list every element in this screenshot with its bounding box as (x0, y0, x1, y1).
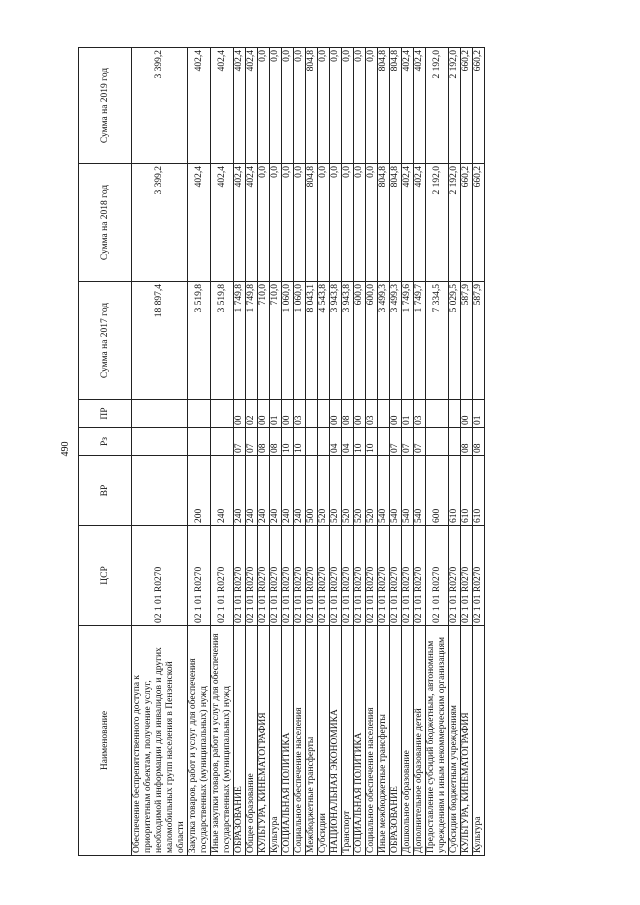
cell-vr: 540 (414, 456, 426, 526)
cell-csr: 02 1 01 R0270 (473, 526, 485, 626)
cell-sum-2017: 3 943,8 (330, 282, 342, 400)
cell-sum-2017: 3 499,3 (390, 282, 402, 400)
cell-vr: 240 (294, 456, 306, 526)
cell-vr: 200 (188, 456, 211, 526)
cell-csr: 02 1 01 R0270 (246, 526, 258, 626)
cell-sum-2019: 0,0 (366, 48, 378, 164)
cell-sum-2018: 660,2 (473, 164, 485, 282)
cell-sum-2018: 804,8 (306, 164, 318, 282)
cell-rz (211, 428, 234, 456)
cell-vr (132, 456, 188, 526)
page-number: 490 (60, 441, 71, 457)
cell-vr: 610 (473, 456, 485, 526)
cell-sum-2018: 0,0 (318, 164, 330, 282)
cell-rz: 10 (354, 428, 366, 456)
cell-vr: 540 (402, 456, 414, 526)
cell-csr: 02 1 01 R0270 (132, 526, 188, 626)
cell-name: Иные межбюджетные трансферты (378, 626, 390, 856)
cell-vr: 240 (282, 456, 294, 526)
cell-name: Иные закупки товаров, работ и услуг для обеспечения государственных (муниципальных) нужд (211, 626, 234, 856)
cell-sum-2018: 0,0 (282, 164, 294, 282)
cell-pr: 03 (366, 400, 378, 428)
cell-name: Культура (473, 626, 485, 856)
cell-name: НАЦИОНАЛЬНАЯ ЭКОНОМИКА (330, 626, 342, 856)
table-row (461, 48, 473, 856)
cell-sum-2018: 402,4 (234, 164, 246, 282)
cell-rz: 07 (414, 428, 426, 456)
cell-sum-2019: 0,0 (282, 48, 294, 164)
cell-sum-2017: 3 519,8 (211, 282, 234, 400)
cell-vr: 240 (246, 456, 258, 526)
cell-sum-2017: 1 060,0 (294, 282, 306, 400)
cell-csr: 02 1 01 R0270 (449, 526, 461, 626)
cell-rz (318, 428, 330, 456)
cell-name: Общее образование (246, 626, 258, 856)
cell-pr (378, 400, 390, 428)
cell-sum-2018: 0,0 (258, 164, 270, 282)
cell-csr: 02 1 01 R0270 (188, 526, 211, 626)
cell-sum-2017: 3 943,8 (342, 282, 354, 400)
cell-sum-2017: 3 519,8 (188, 282, 211, 400)
table-row (211, 48, 234, 856)
cell-sum-2019: 804,8 (378, 48, 390, 164)
cell-csr: 02 1 01 R0270 (211, 526, 234, 626)
cell-name: Закупка товаров, работ и услуг для обеспечения государственных (муниципальных) нужд (188, 626, 211, 856)
cell-vr: 520 (354, 456, 366, 526)
cell-name: КУЛЬТУРА, КИНЕМАТОГРАФИЯ (258, 626, 270, 856)
cell-name: СОЦИАЛЬНАЯ ПОЛИТИКА (282, 626, 294, 856)
cell-sum-2017: 587,9 (473, 282, 485, 400)
cell-sum-2019: 804,8 (306, 48, 318, 164)
cell-pr: 01 (473, 400, 485, 428)
cell-sum-2018: 0,0 (354, 164, 366, 282)
cell-sum-2017: 1 749,8 (234, 282, 246, 400)
cell-rz: 10 (282, 428, 294, 456)
cell-sum-2017: 5 029,5 (449, 282, 461, 400)
cell-sum-2017: 1 060,0 (282, 282, 294, 400)
cell-vr: 540 (390, 456, 402, 526)
cell-sum-2018: 402,4 (211, 164, 234, 282)
cell-sum-2017: 18 897,4 (132, 282, 188, 400)
table-row (330, 48, 342, 856)
cell-csr: 02 1 01 R0270 (378, 526, 390, 626)
cell-sum-2019: 660,2 (473, 48, 485, 164)
table-row (426, 48, 449, 856)
cell-sum-2018: 402,4 (246, 164, 258, 282)
cell-sum-2018: 660,2 (461, 164, 473, 282)
cell-sum-2019: 402,4 (402, 48, 414, 164)
cell-sum-2017: 7 334,5 (426, 282, 449, 400)
cell-pr: 01 (402, 400, 414, 428)
cell-pr: 03 (414, 400, 426, 428)
cell-sum-2019: 2 192,0 (426, 48, 449, 164)
cell-name: СОЦИАЛЬНАЯ ПОЛИТИКА (354, 626, 366, 856)
table-row (390, 48, 402, 856)
table-row (294, 48, 306, 856)
cell-vr: 240 (234, 456, 246, 526)
cell-name: Субсидии бюджетным учреждениям (449, 626, 461, 856)
cell-pr: 00 (258, 400, 270, 428)
cell-vr: 540 (378, 456, 390, 526)
cell-csr: 02 1 01 R0270 (318, 526, 330, 626)
cell-sum-2017: 1 749,6 (402, 282, 414, 400)
cell-sum-2018: 402,4 (188, 164, 211, 282)
table-row (402, 48, 414, 856)
cell-sum-2019: 402,4 (188, 48, 211, 164)
cell-sum-2018: 0,0 (342, 164, 354, 282)
cell-csr: 02 1 01 R0270 (390, 526, 402, 626)
header-sum-2017: Сумма на 2017 год (79, 282, 132, 400)
cell-sum-2017: 710,0 (258, 282, 270, 400)
cell-rz (378, 428, 390, 456)
header-name: Наименование (79, 626, 132, 856)
cell-sum-2017: 8 043,1 (306, 282, 318, 400)
cell-vr: 240 (270, 456, 282, 526)
header-vr: ВР (79, 456, 132, 526)
cell-csr: 02 1 01 R0270 (306, 526, 318, 626)
cell-csr: 02 1 01 R0270 (414, 526, 426, 626)
table-row (258, 48, 270, 856)
cell-sum-2019: 3 399,2 (132, 48, 188, 164)
table-row (473, 48, 485, 856)
table-row (132, 48, 188, 856)
cell-pr (318, 400, 330, 428)
cell-rz: 08 (270, 428, 282, 456)
table-row (318, 48, 330, 856)
cell-sum-2017: 3 499,3 (378, 282, 390, 400)
cell-csr: 02 1 01 R0270 (282, 526, 294, 626)
cell-pr (426, 400, 449, 428)
cell-vr: 520 (330, 456, 342, 526)
cell-csr: 02 1 01 R0270 (270, 526, 282, 626)
table-row (354, 48, 366, 856)
cell-sum-2017: 600,0 (354, 282, 366, 400)
table-header-row (79, 48, 132, 856)
cell-name: Социальное обеспечение населения (294, 626, 306, 856)
cell-sum-2018: 804,8 (390, 164, 402, 282)
cell-pr (188, 400, 211, 428)
cell-sum-2019: 804,8 (390, 48, 402, 164)
header-sum-2018: Сумма на 2018 год (79, 164, 132, 282)
cell-name: ОБРАЗОВАНИЕ (234, 626, 246, 856)
cell-csr: 02 1 01 R0270 (294, 526, 306, 626)
table-row (234, 48, 246, 856)
table-row (270, 48, 282, 856)
table-row (414, 48, 426, 856)
cell-sum-2019: 402,4 (234, 48, 246, 164)
cell-pr: 01 (270, 400, 282, 428)
cell-name: КУЛЬТУРА, КИНЕМАТОГРАФИЯ (461, 626, 473, 856)
cell-name: Межбюджетные трансферты (306, 626, 318, 856)
cell-csr: 02 1 01 R0270 (330, 526, 342, 626)
cell-sum-2019: 0,0 (342, 48, 354, 164)
cell-name: ОБРАЗОВАНИЕ (390, 626, 402, 856)
cell-sum-2017: 587,9 (461, 282, 473, 400)
rotated-page (78, 48, 572, 856)
cell-rz: 04 (342, 428, 354, 456)
cell-rz: 04 (330, 428, 342, 456)
table-row (342, 48, 354, 856)
header-sum-2019: Сумма на 2019 год (79, 48, 132, 164)
cell-sum-2017: 600,0 (366, 282, 378, 400)
cell-name: Дошкольное образование (402, 626, 414, 856)
cell-rz (188, 428, 211, 456)
cell-sum-2019: 0,0 (318, 48, 330, 164)
cell-vr: 240 (211, 456, 234, 526)
header-rz: Рз (79, 428, 132, 456)
cell-sum-2017: 1 749,8 (246, 282, 258, 400)
table-row (366, 48, 378, 856)
cell-sum-2019: 0,0 (294, 48, 306, 164)
cell-sum-2018: 0,0 (330, 164, 342, 282)
cell-sum-2019: 402,4 (246, 48, 258, 164)
table-row (378, 48, 390, 856)
cell-pr: 00 (390, 400, 402, 428)
cell-sum-2018: 402,4 (402, 164, 414, 282)
cell-name: Культура (270, 626, 282, 856)
cell-sum-2019: 402,4 (414, 48, 426, 164)
cell-vr: 610 (449, 456, 461, 526)
cell-csr: 02 1 01 R0270 (366, 526, 378, 626)
cell-pr (211, 400, 234, 428)
cell-sum-2019: 0,0 (354, 48, 366, 164)
cell-name: Социальное обеспечение населения (366, 626, 378, 856)
cell-sum-2019: 0,0 (330, 48, 342, 164)
cell-pr: 00 (354, 400, 366, 428)
cell-sum-2019: 660,2 (461, 48, 473, 164)
cell-sum-2018: 0,0 (366, 164, 378, 282)
cell-pr: 08 (342, 400, 354, 428)
cell-vr: 500 (306, 456, 318, 526)
cell-vr: 610 (461, 456, 473, 526)
cell-vr: 520 (342, 456, 354, 526)
cell-sum-2018: 804,8 (378, 164, 390, 282)
cell-sum-2018: 0,0 (294, 164, 306, 282)
cell-pr: 00 (234, 400, 246, 428)
table-row (306, 48, 318, 856)
table-row (246, 48, 258, 856)
cell-rz: 10 (294, 428, 306, 456)
cell-sum-2018: 2 192,0 (426, 164, 449, 282)
cell-rz (426, 428, 449, 456)
cell-vr: 600 (426, 456, 449, 526)
header-csr: ЦСР (79, 526, 132, 626)
cell-name: Дополнительное образование детей (414, 626, 426, 856)
cell-csr: 02 1 01 R0270 (402, 526, 414, 626)
cell-sum-2017: 1 749,7 (414, 282, 426, 400)
table-body (132, 48, 485, 856)
cell-pr (132, 400, 188, 428)
cell-rz (449, 428, 461, 456)
cell-name: Субсидии (318, 626, 330, 856)
cell-pr: 00 (282, 400, 294, 428)
cell-rz (132, 428, 188, 456)
budget-table (78, 47, 485, 856)
cell-sum-2018: 0,0 (270, 164, 282, 282)
cell-pr: 03 (294, 400, 306, 428)
cell-rz: 08 (258, 428, 270, 456)
cell-vr: 520 (318, 456, 330, 526)
table-row (188, 48, 211, 856)
cell-sum-2017: 4 543,8 (318, 282, 330, 400)
cell-rz: 07 (234, 428, 246, 456)
table-row (449, 48, 461, 856)
cell-sum-2018: 2 192,0 (449, 164, 461, 282)
cell-sum-2019: 402,4 (211, 48, 234, 164)
cell-name: Обеспечение беспрепятственного доступа к приоритетным объектам, получение услуг, необходимой информации для инвалидов и других маломобильных групп населения в Пензенской области (132, 626, 188, 856)
cell-rz: 10 (366, 428, 378, 456)
cell-rz: 07 (390, 428, 402, 456)
cell-csr: 02 1 01 R0270 (461, 526, 473, 626)
cell-name: Предоставление субсидий бюджетным, автономным учреждениям и иным некоммерческим организациям (426, 626, 449, 856)
cell-pr (449, 400, 461, 428)
cell-rz: 08 (461, 428, 473, 456)
cell-sum-2017: 710,0 (270, 282, 282, 400)
table-row (282, 48, 294, 856)
cell-sum-2019: 2 192,0 (449, 48, 461, 164)
cell-csr: 02 1 01 R0270 (234, 526, 246, 626)
cell-rz: 08 (473, 428, 485, 456)
cell-sum-2018: 402,4 (414, 164, 426, 282)
cell-csr: 02 1 01 R0270 (342, 526, 354, 626)
cell-pr: 02 (246, 400, 258, 428)
cell-vr: 240 (258, 456, 270, 526)
cell-pr: 00 (461, 400, 473, 428)
cell-vr: 520 (366, 456, 378, 526)
cell-name: Транспорт (342, 626, 354, 856)
cell-sum-2019: 0,0 (270, 48, 282, 164)
cell-csr: 02 1 01 R0270 (426, 526, 449, 626)
cell-rz: 07 (246, 428, 258, 456)
cell-pr: 00 (330, 400, 342, 428)
cell-sum-2018: 3 399,2 (132, 164, 188, 282)
cell-csr: 02 1 01 R0270 (258, 526, 270, 626)
cell-pr (306, 400, 318, 428)
cell-rz (306, 428, 318, 456)
cell-sum-2019: 0,0 (258, 48, 270, 164)
cell-csr: 02 1 01 R0270 (354, 526, 366, 626)
cell-rz: 07 (402, 428, 414, 456)
header-pr: ПР (79, 400, 132, 428)
